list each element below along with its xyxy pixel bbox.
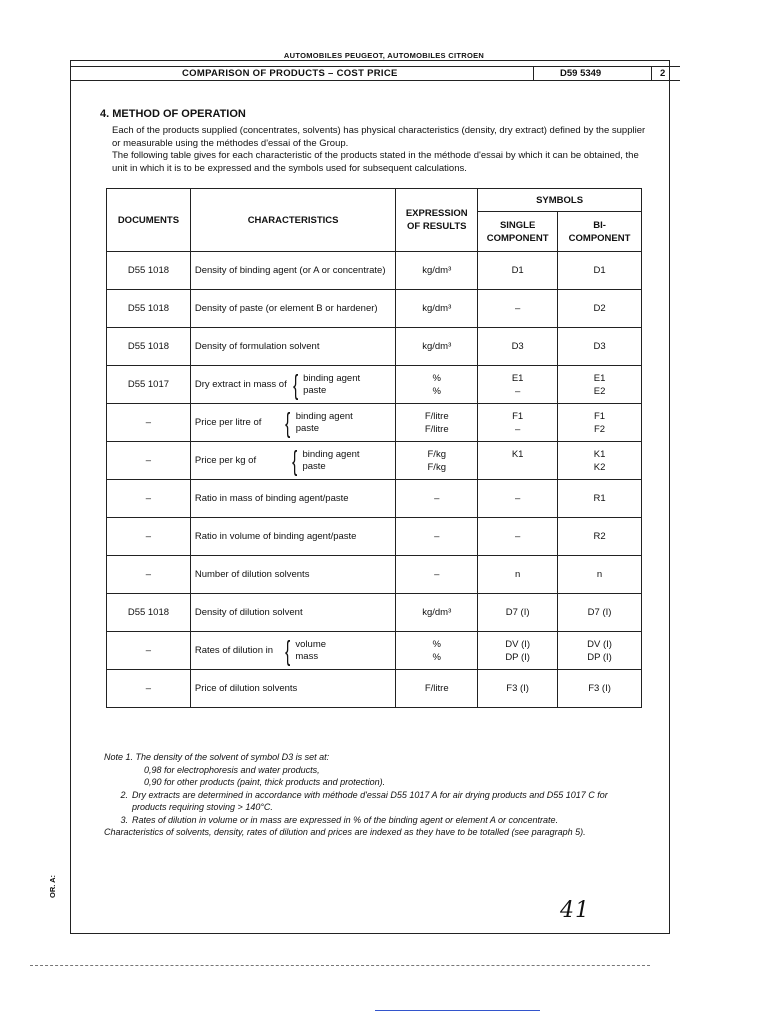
symbol-value: E1 <box>593 372 606 384</box>
cell-single <box>478 366 558 404</box>
cell-bi: R1 <box>558 480 642 518</box>
cell-single: D3 <box>478 328 558 366</box>
characteristic-label: Dry extract in mass of <box>194 379 287 390</box>
characteristic-option: mass <box>295 650 319 662</box>
symbol-value: DP (I) <box>505 651 530 663</box>
cell-expression: – <box>396 480 478 518</box>
symbol-value: DV (I) <box>587 638 612 650</box>
characteristic-option: paste <box>302 460 326 472</box>
col-header-bi: BI- COMPONENT <box>558 212 642 252</box>
cell-characteristic <box>190 442 395 480</box>
cell-bi <box>558 632 642 670</box>
cell-document: – <box>107 404 191 442</box>
characteristic-option: binding agent <box>302 448 360 460</box>
cell-characteristic: Ratio in mass of binding agent/paste <box>190 480 395 518</box>
cell-characteristic <box>190 632 395 670</box>
table-row <box>107 252 642 290</box>
table-row <box>107 404 642 442</box>
note-1 <box>104 751 644 764</box>
cell-document: – <box>107 442 191 480</box>
cell-bi <box>558 442 642 480</box>
expression-value: % <box>432 638 441 650</box>
document-title: COMPARISON OF PRODUCTS – COST PRICE <box>182 68 398 79</box>
cell-bi <box>558 404 642 442</box>
document-header <box>70 66 680 81</box>
characteristic-label: Price per kg of <box>194 455 257 466</box>
cell-bi: n <box>558 556 642 594</box>
expression-value: % <box>432 372 441 384</box>
note-text: Rates of dilution in volume or in mass are expressed in % of the binding agent or element A or concentrate. <box>132 814 559 825</box>
cell-single: D1 <box>478 252 558 290</box>
expression-value: F/kg <box>427 448 446 460</box>
symbol-value: K2 <box>593 461 606 473</box>
cell-expression: kg/dm³ <box>396 328 478 366</box>
table-row <box>107 632 642 670</box>
cell-expression <box>396 404 478 442</box>
symbol-value: K1 <box>593 448 606 460</box>
col-header-single: SINGLE COMPONENT <box>478 212 558 252</box>
cell-characteristic: Price of dilution solvents <box>190 670 395 708</box>
table-row <box>107 480 642 518</box>
cell-document: D55 1018 <box>107 594 191 632</box>
cell-characteristic: Number of dilution solvents <box>190 556 395 594</box>
cell-document: D55 1017 <box>107 366 191 404</box>
table-row <box>107 670 642 708</box>
symbol-value: – <box>514 423 521 435</box>
symbol-value: DV (I) <box>505 638 531 650</box>
cell-single: F3 (I) <box>478 670 558 708</box>
footer-link[interactable] <box>375 1010 540 1011</box>
scan-artifact-line <box>30 965 650 966</box>
cell-document: – <box>107 632 191 670</box>
document-number: D59 5349 <box>560 68 602 79</box>
cell-characteristic: Density of formulation solvent <box>190 328 395 366</box>
intro-paragraph: The following table gives for each characteristic of the products stated in the méthode d'essai by which it can be obtained, the unit in which it is to be expressed and the symbols used for subsequent calculations. <box>112 150 639 174</box>
characteristic-option: volume <box>295 638 327 650</box>
cell-bi: F3 (I) <box>558 670 642 708</box>
cell-single: – <box>478 480 558 518</box>
table-row <box>107 442 642 480</box>
cell-bi: D2 <box>558 290 642 328</box>
cell-single: – <box>478 518 558 556</box>
cell-single: – <box>478 290 558 328</box>
symbol-value: E1 <box>511 372 524 384</box>
intro-paragraph: Each of the products supplied (concentrates, solvents) has physical characteristics (density, dry extract) defined by the supplier or measurable using the méthodes d'essai of the Group. <box>112 125 646 149</box>
table-row <box>107 594 642 632</box>
cell-bi <box>558 366 642 404</box>
brace-icon: { <box>292 444 298 476</box>
cell-single: n <box>478 556 558 594</box>
cell-bi: D1 <box>558 252 642 290</box>
note-label: 2. <box>120 789 128 800</box>
notes <box>104 751 644 839</box>
cell-document: – <box>107 670 191 708</box>
cell-characteristic: Ratio in volume of binding agent/paste <box>190 518 395 556</box>
note-label: Note 1. <box>104 752 134 762</box>
table-row <box>107 518 642 556</box>
cell-expression: kg/dm³ <box>396 252 478 290</box>
cell-expression: F/litre <box>396 670 478 708</box>
note-text: Dry extracts are determined in accordance with méthode d'essai D55 1017 A for air drying products and D55 1017 C for products requiring stoving > 140°C. <box>132 789 608 812</box>
cell-expression: – <box>396 518 478 556</box>
cell-document: D55 1018 <box>107 252 191 290</box>
note-label: 3. <box>120 814 128 825</box>
table-row <box>107 556 642 594</box>
symbol-value: F2 <box>594 423 606 435</box>
cell-single: D7 (I) <box>478 594 558 632</box>
cell-document: – <box>107 480 191 518</box>
cell-characteristic: Density of binding agent (or A or concentrate) <box>190 252 395 290</box>
cell-characteristic: Density of dilution solvent <box>190 594 395 632</box>
section-title: 4. METHOD OF OPERATION <box>100 108 246 120</box>
cell-characteristic: Density of paste (or element B or hardener) <box>190 290 395 328</box>
cell-single <box>478 442 558 480</box>
symbol-value <box>482 461 553 474</box>
expression-value: % <box>432 385 441 397</box>
cell-bi: R2 <box>558 518 642 556</box>
cell-single <box>478 632 558 670</box>
characteristic-label: Price per litre of <box>194 417 262 428</box>
cell-characteristic <box>190 366 395 404</box>
brace-icon: { <box>285 634 291 666</box>
expression-value: F/kg <box>427 461 446 473</box>
brace-icon: { <box>285 406 291 438</box>
header-divider <box>533 67 534 80</box>
expression-value: F/litre <box>424 423 449 435</box>
cell-expression <box>396 632 478 670</box>
characteristics-table <box>106 188 642 708</box>
cell-single <box>478 404 558 442</box>
intro-text <box>112 125 652 175</box>
company-name: AUTOMOBILES PEUGEOT, AUTOMOBILES CITROEN <box>283 51 485 60</box>
page-number: 2 <box>660 68 666 79</box>
col-header-documents: DOCUMENTS <box>107 189 191 252</box>
col-header-symbols: SYMBOLS <box>478 189 642 212</box>
characteristic-option: binding agent <box>295 410 353 422</box>
cell-document: D55 1018 <box>107 328 191 366</box>
notes-tail: Characteristics of solvents, density, rates of dilution and prices are indexed as they have to be totalled (see paragraph 5). <box>104 827 586 837</box>
col-header-expression: EXPRESSION OF RESULTS <box>396 189 478 252</box>
col-header-characteristics: CHARACTERISTICS <box>190 189 395 252</box>
note-2 <box>104 789 644 814</box>
handwritten-page-number: 41 <box>560 898 590 923</box>
cell-bi: D7 (I) <box>558 594 642 632</box>
margin-reference: OR. A: <box>48 874 57 898</box>
note-text: The density of the solvent of symbol D3 is set at: <box>135 752 330 762</box>
note-1-item: 0,90 for other products (paint, thick products and protection). <box>144 777 386 787</box>
cell-expression: kg/dm³ <box>396 290 478 328</box>
note-1-item: 0,98 for electrophoresis and water products, <box>144 764 320 775</box>
cell-document: D55 1018 <box>107 290 191 328</box>
cell-expression <box>396 366 478 404</box>
symbol-value: K1 <box>511 448 524 460</box>
cell-document: – <box>107 556 191 594</box>
symbol-value: E2 <box>593 385 606 397</box>
table-row <box>107 290 642 328</box>
characteristic-label: Rates of dilution in <box>194 645 274 656</box>
cell-expression: kg/dm³ <box>396 594 478 632</box>
expression-value: % <box>432 651 441 663</box>
expression-value: F/litre <box>424 410 449 422</box>
characteristic-option: paste <box>303 384 327 396</box>
header-divider <box>651 67 652 80</box>
symbol-value: F1 <box>594 410 606 422</box>
cell-document: – <box>107 518 191 556</box>
symbol-value: F1 <box>512 410 524 422</box>
cell-expression <box>396 442 478 480</box>
note-3 <box>104 814 644 827</box>
symbol-value: DP (I) <box>587 651 612 663</box>
symbol-value: – <box>514 385 521 397</box>
brace-icon: { <box>292 368 298 400</box>
cell-expression: – <box>396 556 478 594</box>
table-row <box>107 366 642 404</box>
cell-characteristic <box>190 404 395 442</box>
cell-bi: D3 <box>558 328 642 366</box>
characteristic-option: paste <box>295 422 319 434</box>
table-row <box>107 328 642 366</box>
characteristic-option: binding agent <box>303 372 361 384</box>
